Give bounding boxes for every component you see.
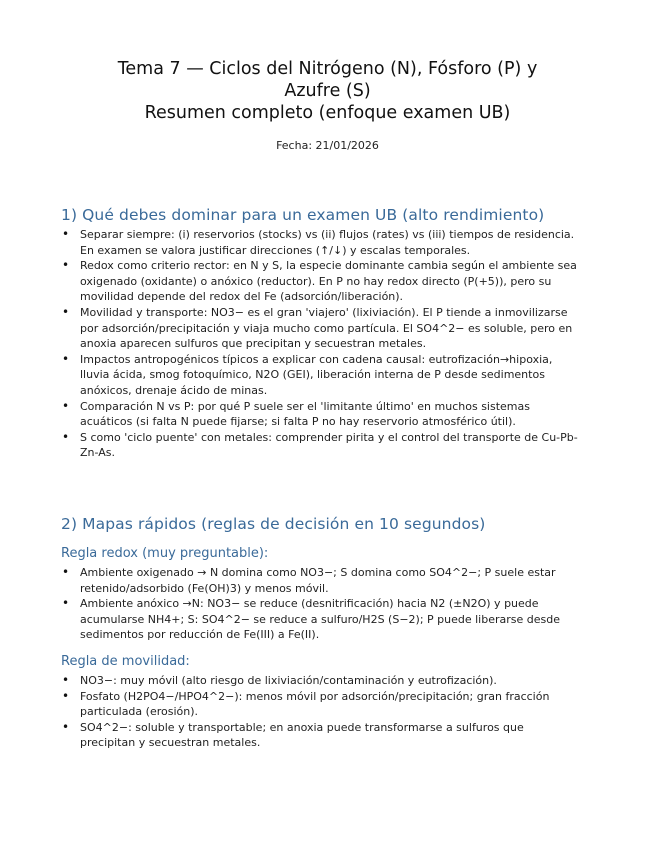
redox-rule-list [62,565,582,643]
list-item: • Movilidad y transporte: NO3− es el gran 'viajero' (lixiviación). El P tiende a inmovilizarse por adsorción/precipitación y viaja mucho como partícula. El SO4^2− es soluble, pero en anoxia aparecen sulfuros que precipitan y secuestran metales. [62,305,582,352]
title-line-2: Azufre (S) [284,81,371,101]
list-item: • Comparación N vs P: por qué P suele ser el 'limitante último' en muchos sistemas acuáticos (si falta N puede fijarse; si falta P no hay reservorio atmosférico útil). [62,399,582,430]
list-item: • Fosfato (H2PO4−/HPO4^2−): menos móvil por adsorción/precipitación; gran fracción particulada (erosión). [62,689,582,720]
list-item: • Separar siempre: (i) reservorios (stocks) vs (ii) flujos (rates) vs (iii) tiempos de residencia. En examen se valora justificar direcciones (↑/↓) y escalas temporales. [62,227,582,258]
document-date: Fecha: 21/01/2026 [276,139,379,152]
mobility-rule-heading: Regla de movilidad: [61,654,190,669]
document-title [40,58,615,124]
list-item: • Ambiente anóxico →N: NO3− se reduce (desnitrificación) hacia N2 (±N2O) y puede acumularse NH4+; S: SO4^2− se reduce a sulfuro/H2S (S−2); P puede liberarse desde sedimentos por reducción de Fe(III) a Fe(II). [62,596,582,643]
mobility-rule-list [62,673,582,751]
list-item: • S como 'ciclo puente' con metales: comprender pirita y el control del transporte de Cu-Pb-Zn-As. [62,430,582,461]
title-line-1: Tema 7 — Ciclos del Nitrógeno (N), Fósforo (P) y [117,59,538,79]
section-1-heading: 1) Qué debes dominar para un examen UB (alto rendimiento) [61,206,545,224]
list-item: • Redox como criterio rector: en N y S, la especie dominante cambia según el ambiente sea oxigenado (oxidante) o anóxico (reductor). En P no hay redox directo (P(+5)), pero su movilidad depende del redox del Fe (adsorción/liberación). [62,258,582,305]
section-1-list [62,227,582,461]
redox-rule-heading: Regla redox (muy preguntable): [61,546,269,561]
list-item: • NO3−: muy móvil (alto riesgo de lixiviación/contaminación y eutrofización). [62,673,582,689]
title-line-3: Resumen completo (enfoque examen UB) [144,103,511,123]
list-item: • Impactos antropogénicos típicos a explicar con cadena causal: eutrofización→hipoxia, lluvia ácida, smog fotoquímico, N2O (GEI), liberación interna de P desde sedimentos anóxicos, drenaje ácido de minas. [62,352,582,399]
list-item: • SO4^2−: soluble y transportable; en anoxia puede transformarse a sulfuros que precipitan y secuestran metales. [62,720,582,751]
section-2-heading: 2) Mapas rápidos (reglas de decisión en 10 segundos) [61,515,486,533]
list-item: • Ambiente oxigenado → N domina como NO3−; S domina como SO4^2−; P suele estar retenido/adsorbido (Fe(OH)3) y menos móvil. [62,565,582,596]
